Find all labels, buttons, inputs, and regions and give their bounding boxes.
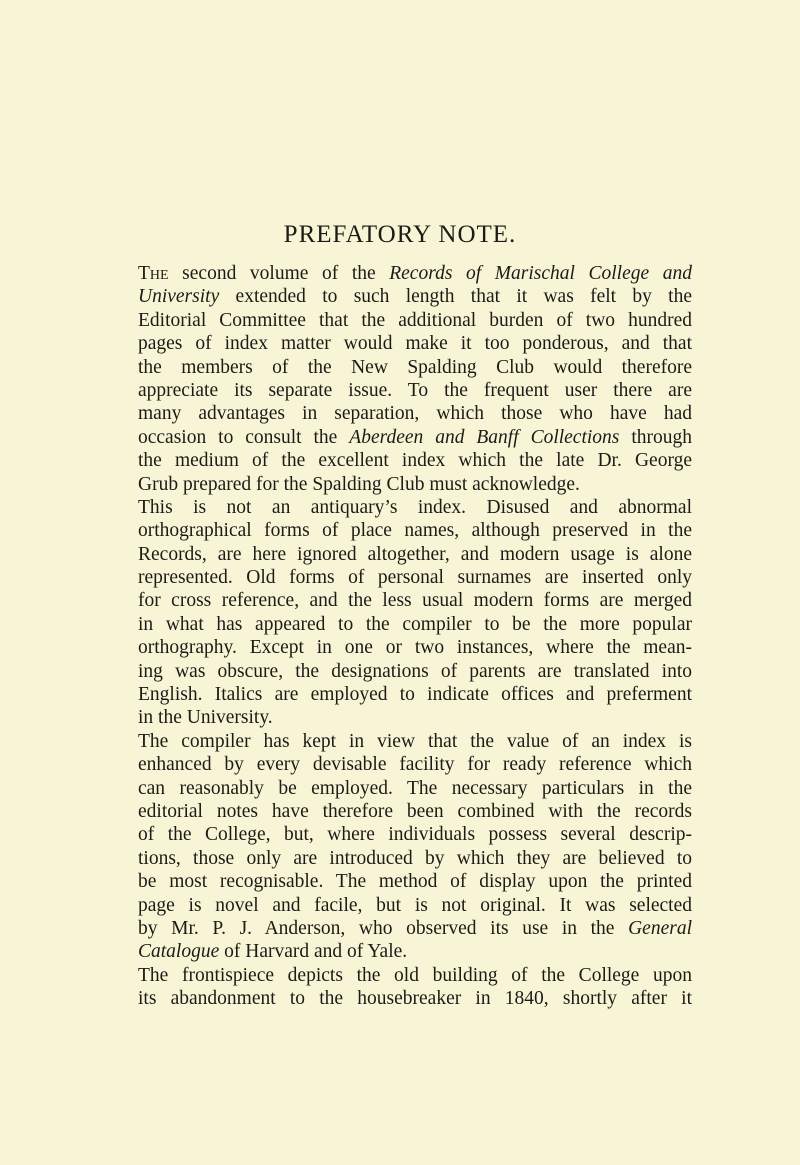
text-line: Grub prepared for the Spalding Club must acknowledge.	[138, 473, 580, 495]
page-title: PREFATORY NOTE.	[283, 221, 517, 248]
text-line: in the University.	[138, 707, 273, 729]
text-line: orthographical forms of place names, although preserved in the	[138, 520, 692, 542]
text-line: Records, are here ignored altogether, and modern usage is alone	[138, 543, 692, 565]
text-line: Catalogue of Harvard and of Yale.	[138, 941, 408, 963]
text-line: page is novel and facile, but is not original. It was selected	[138, 894, 692, 916]
text-line: be most recognisable. The method of display upon the printed	[138, 871, 692, 893]
text-line: tions, those only are introduced by which they are believed to	[138, 847, 692, 869]
text-line: pages of index matter would make it too ponderous, and that	[138, 333, 692, 355]
text-line: ing was obscure, the designations of parents are translated into	[138, 660, 692, 682]
text-line: for cross reference, and the less usual modern forms are merged	[138, 590, 692, 612]
text-line: of the College, but, where individuals possess several descrip-	[138, 824, 692, 846]
text-line: editorial notes have therefore been combined with the records	[138, 800, 692, 822]
text-line: appreciate its separate issue. To the frequent user there are	[138, 379, 692, 401]
text-line: enhanced by every devisable facility for ready reference which	[138, 754, 692, 776]
text-line: The second volume of the Records of Marischal College and	[138, 263, 692, 284]
text-line: many advantages in separation, which those who have had	[138, 403, 692, 425]
text-line: University extended to such length that it was felt by the	[138, 286, 692, 308]
text-line: orthography. Except in one or two instances, where the mean-	[138, 637, 692, 659]
text-line: by Mr. P. J. Anderson, who observed its use in the General	[138, 917, 692, 939]
text-line: represented. Old forms of personal surnames are inserted only	[138, 567, 692, 589]
body-text	[138, 262, 692, 1011]
text-line: The frontispiece depicts the old building of the College upon	[138, 964, 692, 986]
text-line: in what has appeared to the compiler to be the more popular	[138, 613, 692, 635]
text-line: occasion to consult the Aberdeen and Banff Collections through	[138, 426, 692, 448]
text-line: English. Italics are employed to indicate offices and preferment	[138, 684, 692, 706]
text-line: can reasonably be employed. The necessary particulars in the	[138, 777, 692, 799]
text-line: the members of the New Spalding Club would therefore	[138, 356, 692, 378]
text-line: Editorial Committee that the additional burden of two hundred	[138, 309, 692, 331]
text-line: This is not an antiquary’s index. Disused and abnormal	[138, 496, 692, 518]
text-line: the medium of the excellent index which the late Dr. George	[138, 450, 692, 472]
text-line: its abandonment to the housebreaker in 1840, shortly after it	[138, 988, 692, 1010]
text-line: The compiler has kept in view that the value of an index is	[138, 730, 692, 752]
